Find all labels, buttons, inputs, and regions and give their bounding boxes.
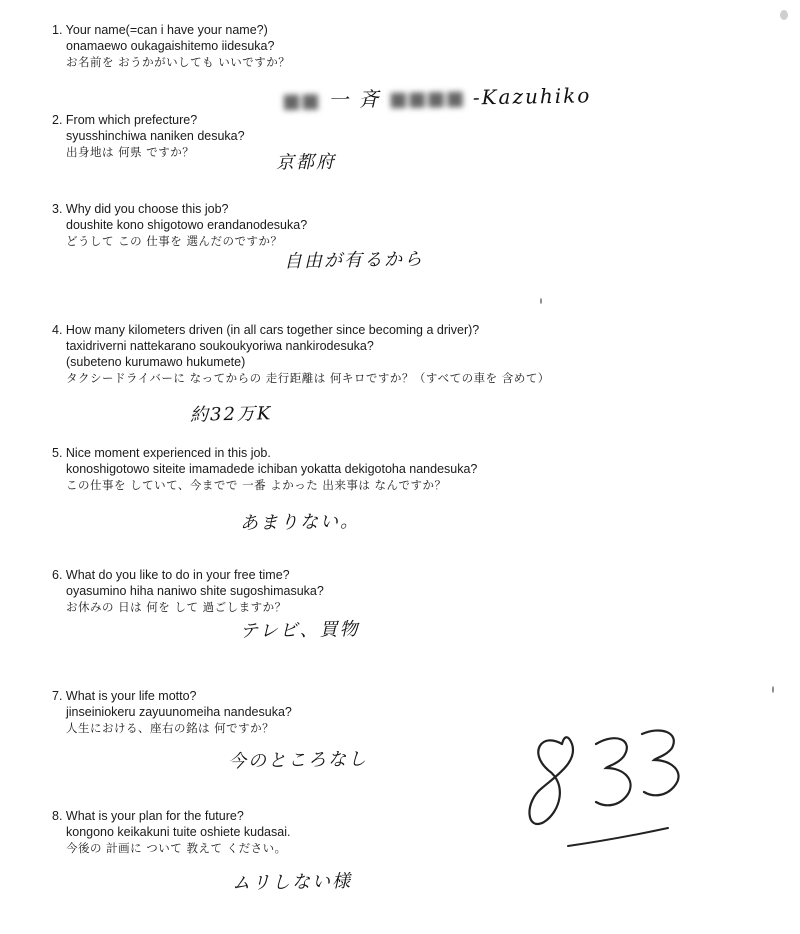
question-8-japanese: 今後の 計画に ついて 教えて ください。 xyxy=(66,841,287,855)
scan-speck xyxy=(772,686,774,693)
answer-7: 今のところなし xyxy=(227,748,369,773)
answer-3: 自由が有るから xyxy=(283,248,425,273)
handwritten-number-833 xyxy=(520,722,720,862)
question-6-romaji: oyasumino hiha naniwo shite sugoshimasuka? xyxy=(66,584,324,598)
question-7 xyxy=(52,688,292,736)
question-1-romaji: onamaewo oukagaishitemo iidesuka? xyxy=(66,39,275,53)
question-5-japanese: この仕事を していて、今までで 一番 よかった 出来事は なんですか？ xyxy=(66,478,447,492)
question-2-japanese: 出身地は 何県 ですか？ xyxy=(66,145,195,159)
question-3 xyxy=(52,201,307,249)
question-8 xyxy=(52,808,290,856)
answer-8: ムリしない様 xyxy=(231,870,353,895)
answer-1 xyxy=(282,79,592,113)
question-6-japanese: お休みの 日は 何を して 過ごしますか？ xyxy=(66,600,287,614)
question-6 xyxy=(52,567,324,615)
question-4-japanese: タクシードライバーに なってからの 走行距離は 何キロですか？（すべての車を 含めて） xyxy=(66,371,550,385)
question-4-english: 4. How many kilometers driven (in all cars together since becoming a driver)? xyxy=(52,323,480,337)
question-4 xyxy=(52,322,550,386)
question-4-romaji-2: (subeteno kurumawo hukumete) xyxy=(66,355,246,369)
answer-1-visible: 一 斉 xyxy=(327,86,381,112)
question-1-english: 1. Your name(=can i have your name?) xyxy=(52,23,268,37)
question-2-romaji: syusshinchiwa naniken desuka? xyxy=(66,129,245,143)
scan-speck xyxy=(540,298,542,304)
question-2 xyxy=(52,112,245,160)
answer-2: 京都府 xyxy=(275,151,337,174)
question-3-romaji: doushite kono shigotowo erandanodesuka? xyxy=(66,218,308,232)
question-2-english: 2. From which prefecture? xyxy=(52,113,198,127)
digit-3-stroke-1 xyxy=(596,738,631,805)
question-5 xyxy=(52,445,477,493)
question-7-english: 7. What is your life motto? xyxy=(52,689,197,703)
answer-5: あまりない。 xyxy=(239,510,361,535)
question-7-japanese: 人生における、座右の銘は 何ですか？ xyxy=(66,721,275,735)
question-4-romaji: taxidriverni nattekarano soukoukyoriwa nankirodesuka? xyxy=(66,339,374,353)
scan-speck xyxy=(780,10,788,20)
question-5-romaji: konoshigotowo siteite imamadede ichiban yokatta dekigotoha nandesuka? xyxy=(66,462,478,476)
question-8-english: 8. What is your plan for the future? xyxy=(52,809,244,823)
question-6-english: 6. What do you like to do in your free time? xyxy=(52,568,290,582)
digit-3-stroke-2 xyxy=(642,730,679,795)
underline-stroke xyxy=(568,828,668,846)
question-3-japanese: どうして この 仕事を 選んだのですか？ xyxy=(66,234,283,248)
redacted-name-2: ■■■■ xyxy=(388,85,465,111)
redacted-name-1: ■■ xyxy=(281,88,321,113)
answer-1-romaji: -Kazuhiko xyxy=(472,83,592,110)
answer-6: テレビ、買物 xyxy=(239,618,360,643)
question-7-romaji: jinseiniokeru zayuunomeiha nandesuka? xyxy=(66,705,292,719)
digit-8-stroke xyxy=(529,737,573,824)
question-5-english: 5. Nice moment experienced in this job. xyxy=(52,446,271,460)
question-1-japanese: お名前を おうかがいしても いいですか？ xyxy=(66,55,291,69)
question-8-romaji: kongono keikakuni tuite oshiete kudasai. xyxy=(66,825,291,839)
question-3-english: 3. Why did you choose this job? xyxy=(52,202,229,216)
question-1 xyxy=(52,22,290,70)
answer-4: 約32万K xyxy=(189,403,273,426)
